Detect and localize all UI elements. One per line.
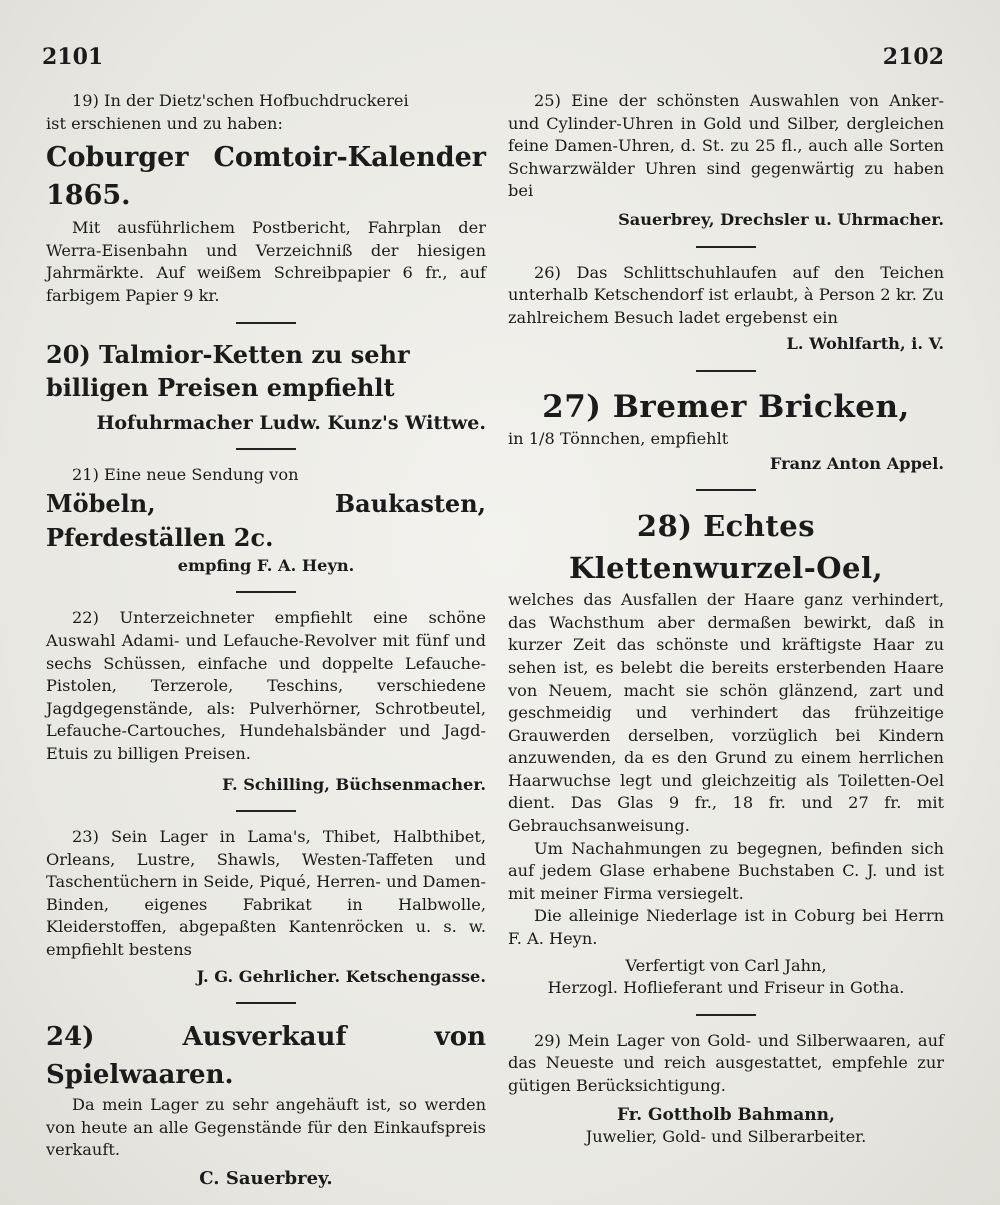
divider [236, 322, 296, 324]
ad-25-text: 25) Eine der schönsten Auswahlen von Anker- und Cylinder-Uhren in Gold und Silber, dergleichen feine Damen-Uhren, d. St. zu 25 fl., auch alle Sorten Schwarzwälder Uhren sind gegenwärtig zu haben bei [508, 91, 944, 201]
divider [696, 1014, 756, 1016]
divider [236, 591, 296, 593]
ad-24-signature: C. Sauerbrey. [199, 1168, 333, 1190]
ad-19-line2: ist erschienen und zu haben: [46, 113, 283, 133]
ad-19-body: Mit ausführlichem Postbericht, Fahrplan der Werra-Eisenbahn und Verzeichniß der hiesigen Jahrmärkte. Auf weißem Schreibpapier 6 fr., auf farbigem Papier 9 kr. [46, 218, 486, 305]
ad-20-text: 20) Talmior-Ketten zu sehr billigen Preisen empfiehlt [46, 339, 410, 402]
ad-28-text2: Um Nachahmungen zu begegnen, befinden sich auf jedem Glase erhabene Buchstaben C. J. und ist mit meiner Firma versiegelt. [508, 838, 944, 903]
ad-29-signature-line1: Fr. Gottholb Bahmann, [617, 1104, 835, 1125]
divider [236, 810, 296, 812]
ad-28-text3: Die alleinige Niederlage ist in Coburg bei Herrn F. A. Heyn. [508, 906, 944, 949]
ad-20 [46, 338, 486, 435]
ad-26-signature: L. Wohlfarth, i. V. [786, 334, 944, 354]
divider [696, 246, 756, 248]
ad-22-text: 22) Unterzeichneter empfiehlt eine schöne Auswahl Adami- und Lefauche-Revolver mit fünf und sechs Schüssen, einfache und doppelte Lefauche-Pistolen, Terzerole, Teschins, verschiedene Jagdgegenstände, als: Pulverhörner, Schrotbeutel, Lefauche-Cartouches, Hundehalsbänder und Jagd-Etuis zu billigen Preisen. [46, 608, 486, 763]
ad-27-text: in 1/8 Tönnchen, empfiehlt [508, 428, 729, 448]
ad-25-signature: Sauerbrey, Drechsler u. Uhrmacher. [618, 209, 944, 229]
ad-21-signature: empfing F. A. Heyn. [177, 555, 355, 575]
ad-28 [508, 505, 944, 1000]
ad-19-title: Coburger Comtoir-Kalender 1865. [46, 142, 486, 212]
ad-29-text: 29) Mein Lager von Gold- und Silberwaaren, auf das Neueste und reich ausgestattet, empfehle zur gütigen Berücksichtigung. [508, 1030, 944, 1095]
ad-21 [46, 464, 486, 577]
divider [696, 370, 756, 372]
ad-19 [46, 90, 486, 308]
ad-22 [46, 607, 486, 796]
ad-23-text: 23) Sein Lager in Lama's, Thibet, Halbthibet, Orleans, Lustre, Shawls, Westen-Taffeten und Taschentüchern in Seide, Piqué, Herren- und Damen-Binden, eigenes Fabrikat in Halbwolle, Kleiderstoffen, abgepaßten Kantenröcken u. s. w. empfiehlt bestens [46, 827, 486, 960]
ad-26 [508, 262, 944, 356]
ad-23-signature: J. G. Gehrlicher. Ketschengasse. [196, 966, 486, 986]
page-number-left: 2101 [42, 44, 104, 70]
ad-25 [508, 90, 944, 232]
ad-27 [508, 386, 944, 475]
ad-24-title: 24) Ausverkauf von Spielwaaren. [46, 1022, 486, 1091]
divider [236, 448, 296, 450]
ad-22-signature: F. Schilling, Büchsenmacher. [222, 774, 486, 794]
ad-24 [46, 1018, 486, 1190]
ad-28-signature-line2: Herzogl. Hoflieferant und Friseur in Gotha. [547, 978, 905, 998]
ad-26-text: 26) Das Schlittschuhlaufen auf den Teichen unterhalb Ketschendorf ist erlaubt, à Person 2 kr. Zu zahlreichem Besuch ladet ergebenst ein [508, 262, 944, 327]
page-number-right: 2102 [882, 44, 944, 70]
ad-27-title: 27) Bremer Bricken, [542, 388, 910, 425]
ad-19-line1: 19) In der Dietz'schen Hofbuchdruckerei [72, 91, 409, 110]
ad-21-title: Möbeln, Baukasten, Pferdeställen 2c. [46, 488, 486, 552]
divider [236, 1002, 296, 1004]
ad-29 [508, 1030, 944, 1149]
ad-20-signature: Hofuhrmacher Ludw. Kunz's Wittwe. [96, 411, 486, 434]
ad-24-text: Da mein Lager zu sehr angehäuft ist, so werden von heute an alle Gegenstände für den Einkaufspreis verkauft. [46, 1095, 486, 1160]
left-column [46, 90, 486, 1203]
ad-29-signature-line2: Juwelier, Gold- und Silberarbeiter. [585, 1127, 867, 1147]
divider [696, 489, 756, 491]
ad-23 [46, 826, 486, 988]
ad-28-text: welches das Ausfallen der Haare ganz verhindert, das Wachsthum aber dermaßen bewirkt, daß in kurzer Zeit das schönste und kräftigste Haar zu sehen ist, es belebt die bereits ersterbenden Haare von Neuem, macht sie schön glänzend, zart und geschmeidig und verhindert das frühzeitige Grauwerden derselben, vorzüglich bei Kindern anzuwenden, da es den Grund zu einem herrlichen Haarwuchse legt und gleichzeitig als Toiletten-Oel dient. Das Glas 9 fr., 18 fr. und 27 fr. mit Gebrauchsanweisung. [508, 590, 944, 836]
ad-21-line1: 21) Eine neue Sendung von [72, 465, 299, 485]
right-column [508, 90, 944, 1161]
ad-28-title: 28) Echtes Klettenwurzel-Oel, [568, 509, 884, 586]
ad-28-signature-line1: Verfertigt von Carl Jahn, [625, 955, 827, 975]
ad-27-signature: Franz Anton Appel. [769, 453, 944, 473]
